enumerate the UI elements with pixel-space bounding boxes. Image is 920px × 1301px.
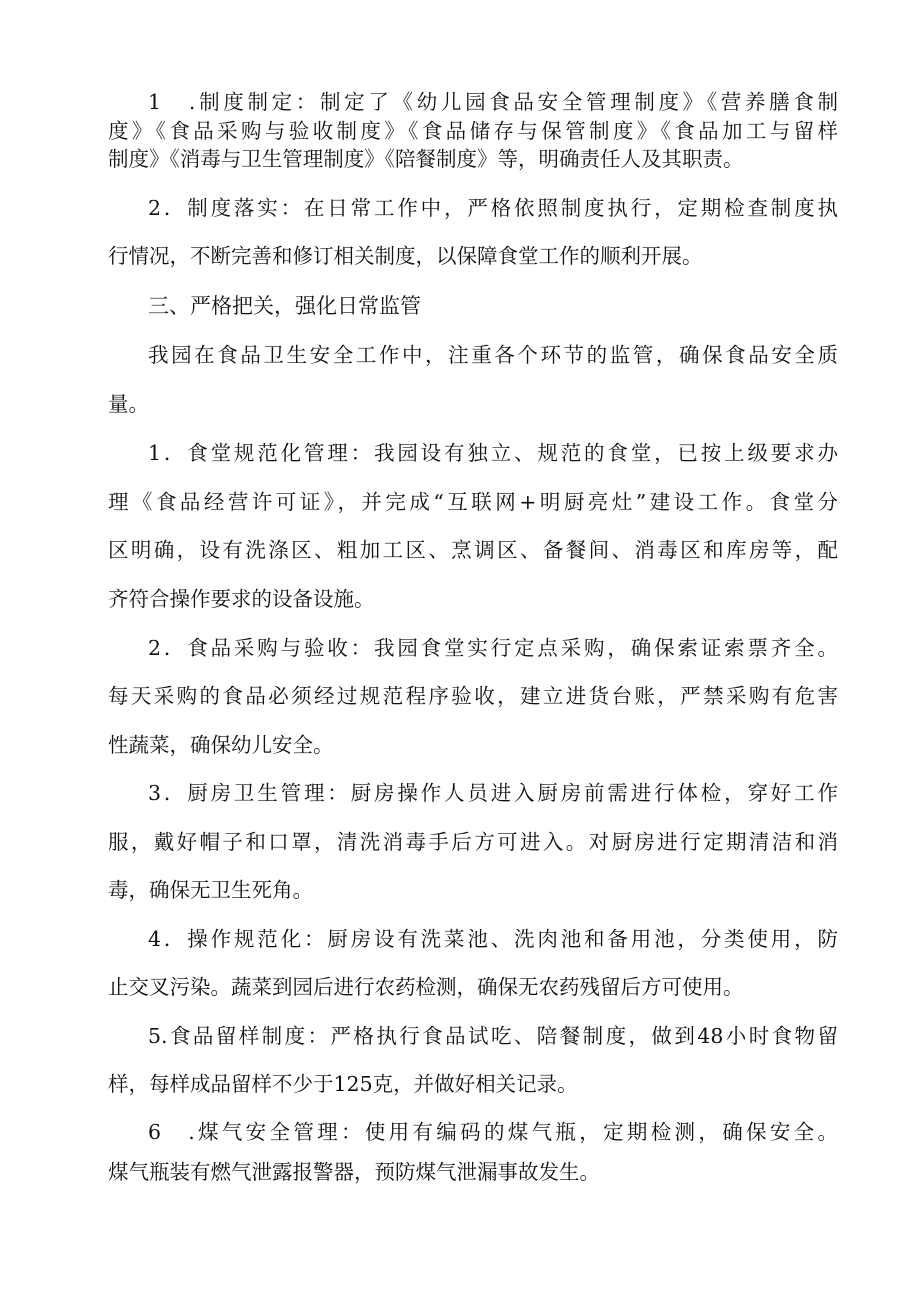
text-line-18: 毒，确保无卫生死角。 <box>108 878 313 902</box>
text-line-2: 度》《食品采购与验收制度》《食品储存与保管制度》《食品加工与留样 <box>108 119 838 143</box>
text-line-7: 我园在食品卫生安全工作中，注重各个环节的监管，确保食品安全质 <box>148 343 838 367</box>
text-line-20: 止交叉污染。蔬菜到园后进行农药检测，确保无农药残留后方可使用。 <box>108 975 744 999</box>
text-line-19: 4．操作规范化：厨房设有洗菜池、洗肉池和备用池，分类使用，防 <box>148 927 838 951</box>
text-line-22: 样，每样成品留样不少于125克，并做好相关记录。 <box>108 1072 578 1096</box>
text-line-9: 1．食堂规范化管理：我园设有独立、规范的食堂，已按上级要求办 <box>148 441 838 465</box>
text-line-4: 2．制度落实：在日常工作中，严格依照制度执行，定期检查制度执 <box>148 196 838 220</box>
text-line-11: 区明确，设有洗涤区、粗加工区、烹调区、备餐间、消毒区和库房等，配 <box>108 538 838 562</box>
text-line-23: 6 .煤气安全管理：使用有编码的煤气瓶，定期检测，确保安全。 <box>148 1120 838 1144</box>
text-line-24: 煤气瓶装有燃气泄露报警器，预防煤气泄漏事故发生。 <box>108 1160 600 1184</box>
text-line-12: 齐符合操作要求的设备设施。 <box>108 587 375 611</box>
text-line-1: 1 .制度制定：制定了《幼儿园食品安全管理制度》《营养膳食制 <box>148 90 838 114</box>
text-line-21: 5.食品留样制度：严格执行食品试吃、陪餐制度，做到48小时食物留 <box>148 1024 838 1048</box>
text-line-14: 每天采购的食品必须经过规范程序验收，建立进货台账，严禁采购有危害 <box>108 684 838 708</box>
text-line-16: 3．厨房卫生管理：厨房操作人员进入厨房前需进行体检，穿好工作 <box>148 781 838 805</box>
text-line-15: 性蔬菜，确保幼儿安全。 <box>108 733 334 757</box>
section-heading: 三、严格把关，强化日常监管 <box>148 294 421 318</box>
text-line-3: 制度》《消毒与卫生管理制度》《陪餐制度》等，明确责任人及其职责。 <box>108 147 744 171</box>
text-line-10: 理《食品经营许可证》，并完成“互联网+明厨亮灶”建设工作。食堂分 <box>108 490 838 514</box>
text-line-8: 量。 <box>108 392 149 416</box>
text-line-5: 行情况，不断完善和修订相关制度，以保障食堂工作的顺利开展。 <box>108 244 703 268</box>
text-line-13: 2．食品采购与验收：我园食堂实行定点采购，确保索证索票齐全。 <box>148 636 838 660</box>
text-line-17: 服，戴好帽子和口罩，清洗消毒手后方可进入。对厨房进行定期清洁和消 <box>108 830 838 854</box>
